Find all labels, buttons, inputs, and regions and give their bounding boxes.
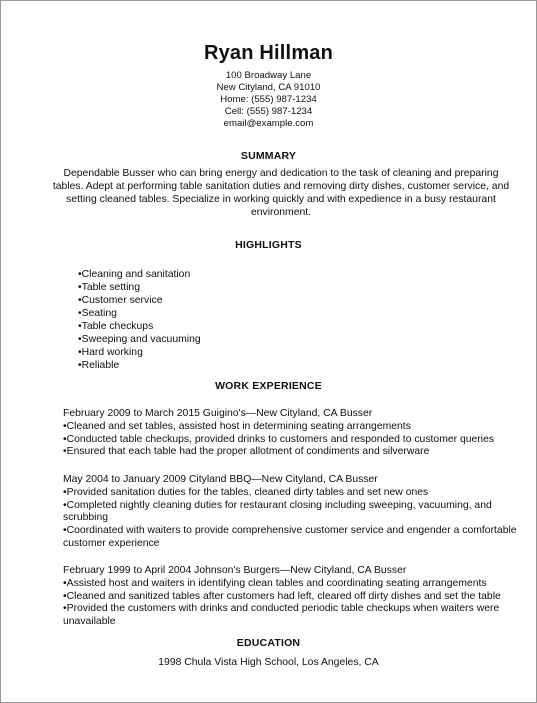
job-bullet: •Assisted host and waiters in identifying clean tables and coordinating seating arrangements [63, 577, 487, 589]
highlight-item: •Table checkups [78, 321, 154, 332]
job-bullet: •Coordinated with waiters to provide comprehensive customer service and engender a comfortable customer experience [63, 525, 517, 549]
highlight-item: •Sweeping and vacuuming [78, 334, 201, 345]
job-bullet: •Ensured that each table had the proper allotment of condiments and silverware [63, 446, 430, 458]
job-bullets [63, 421, 523, 459]
highlight-item: •Hard working [78, 347, 143, 358]
contact-block [1, 70, 536, 130]
highlight-item: •Table setting [78, 282, 140, 293]
job-bullet: •Provided sanitation duties for the tables, cleaned dirty tables and set new ones [63, 486, 429, 498]
education-heading: EDUCATION [236, 637, 301, 649]
job-bullet: •Cleaned and sanitized tables after customers had left, cleared off dirty dishes and set the table [63, 590, 501, 602]
job-bullet: •Provided the customers with drinks and conducted periodic table checkups when waiters were unavailable [63, 603, 500, 628]
address-line-2: New Cityland, CA 91010 [216, 82, 321, 93]
highlight-item: •Seating [78, 308, 117, 319]
job-bullets [63, 487, 523, 551]
job-bullet: •Completed nightly cleaning duties for restaurant closing including sweeping, vacuuming, and scrubbing [63, 499, 492, 524]
summary-heading: SUMMARY [240, 150, 297, 162]
highlight-item: •Reliable [78, 360, 120, 371]
experience-heading: WORK EXPERIENCE [215, 380, 322, 392]
job-bullet: •Cleaned and set tables, assisted host in determining seating arrangements [63, 420, 411, 432]
job-header: February 2009 to March 2015 Guigino's—New Cityland, CA Busser [63, 408, 373, 419]
job-entry [63, 408, 523, 459]
candidate-name: Ryan Hillman [203, 42, 334, 64]
job-entry [63, 565, 523, 629]
education-entry: 1998 Chula Vista High School, Los Angeles, CA [158, 657, 379, 668]
highlights-heading: HIGHLIGHTS [235, 239, 302, 251]
highlights-list [78, 268, 201, 372]
job-header: February 1999 to April 2004 Johnson's Burgers—New Cityland, CA Busser [63, 565, 407, 576]
email: email@example.com [223, 118, 314, 129]
address-line-1: 100 Broadway Lane [225, 70, 312, 81]
highlight-item: •Cleaning and sanitation [78, 269, 191, 280]
job-entry [63, 474, 523, 551]
job-bullet: •Conducted table checkups, provided drinks to customers and responded to customer queries [63, 433, 495, 445]
job-header: May 2004 to January 2009 Cityland BBQ—New Cityland, CA Busser [63, 474, 378, 485]
highlight-item: •Customer service [78, 295, 163, 306]
home-phone: Home: (555) 987-1234 [220, 94, 317, 105]
job-bullets [63, 578, 523, 629]
summary-text: Dependable Busser who can bring energy and dedication to the task of cleaning and preparing tables. Adept at performing table sanitation duties and removing dirty dishes, customer service, and setting cleaned tables. Specialize in working quickly and with expedience in a busy restaurant environment. [52, 168, 510, 218]
cell-phone: Cell: (555) 987-1234 [224, 106, 313, 117]
